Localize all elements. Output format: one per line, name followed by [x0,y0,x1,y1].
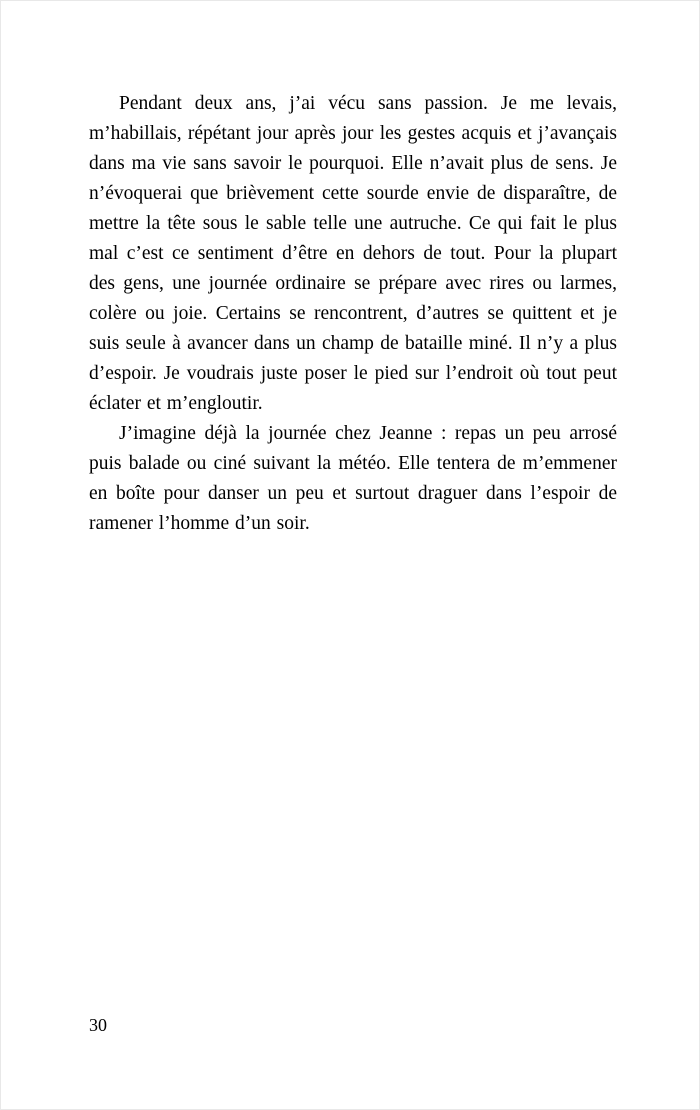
text-block [89,89,617,539]
page-number: 30 [89,1015,107,1035]
paragraph: Pendant deux ans, j’ai vécu sans passion. Je me levais, m’habillais, répétant jour après jour les gestes acquis et j’avançais dans ma vie sans savoir le pourquoi. Elle n’avait plus de sens. Je n’évoquerai que brièvement cette sourde envie de disparaître, de mettre la tête sous le sable telle une autruche. Ce qui fait le plus mal c’est ce sentiment d’être en dehors de tout. Pour la plupart des gens, une journée ordinaire se prépare avec rires ou larmes, colère ou joie. Certains se rencontrent, d’autres se quittent et je suis seule à avancer dans un champ de bataille miné. Il n’y a plus d’espoir. Je voudrais juste poser le pied sur l’endroit où tout peut éclater et m’engloutir. [89,93,617,414]
paragraph: J’imagine déjà la journée chez Jeanne : repas un peu arrosé puis balade ou ciné suivant la météo. Elle tentera de m’emmener en boîte pour danser un peu et surtout draguer dans l’espoir de ramener l’homme d’un soir. [89,423,617,534]
